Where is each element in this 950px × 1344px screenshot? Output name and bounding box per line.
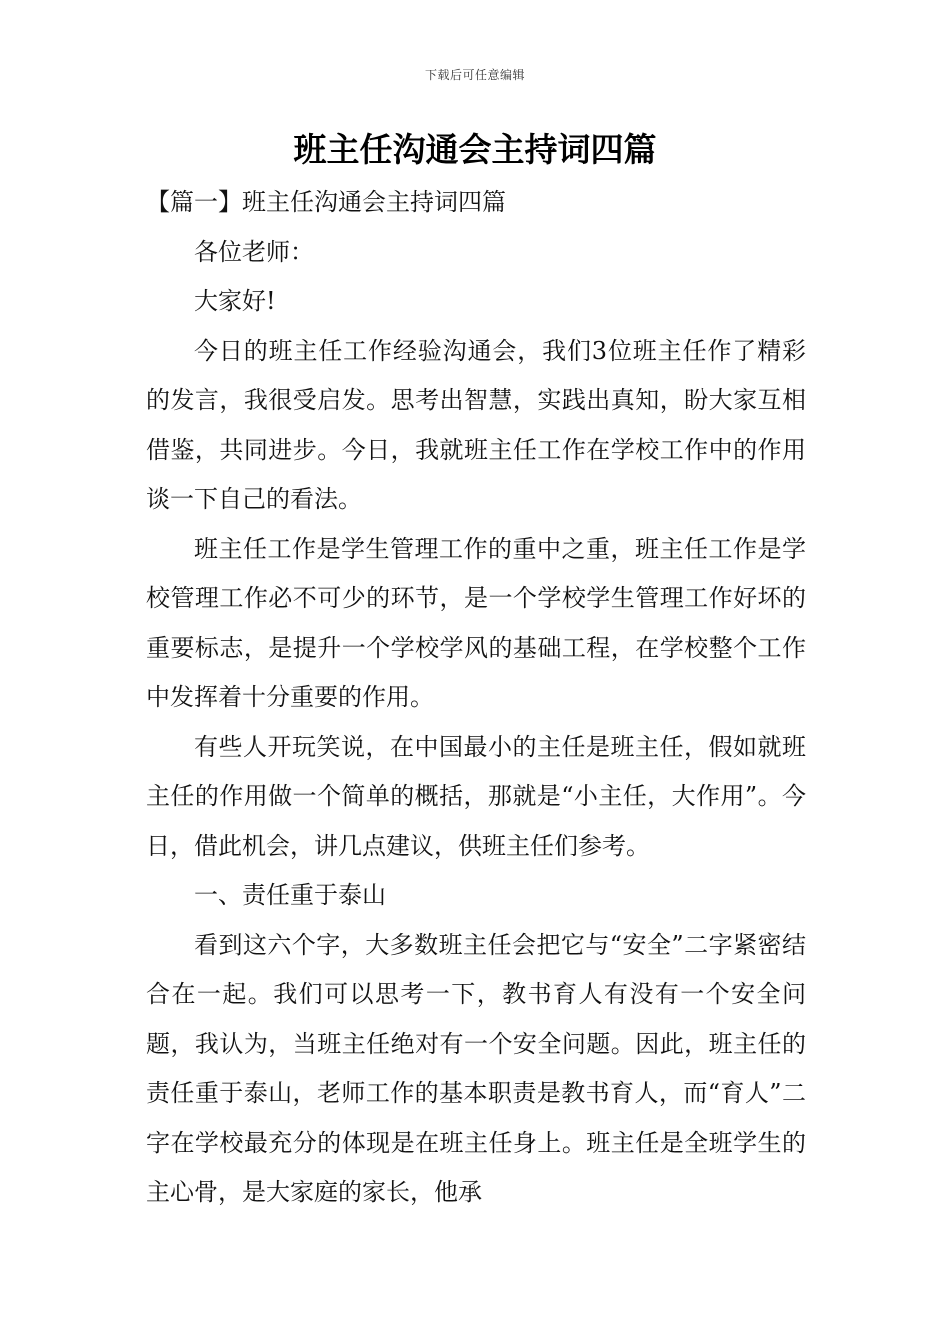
body-paragraph: 有些人开玩笑说，在中国最小的主任是班主任，假如就班主任的作用做一个简单的概括，那就是“小主任，大作用”。今日，借此机会，讲几点建议，供班主任们参考。 [146,732,806,860]
section-heading: 【篇一】班主任沟通会主持词四篇 [146,188,506,216]
body-paragraph: 看到这六个字，大多数班主任会把它与“安全”二字紧密结合在一起。我们可以思考一下，教书育人有没有一个安全问题，我认为，当班主任绝对有一个安全问题。因此，班主任的责任重于泰山，老师工作的基本职责是教书育人，而“育人”二字在学校最充分的体现是在班主任身上。班主任是全班学生的主心骨，是大家庭的家长，他承 [146,930,806,1206]
salutation-paragraph: 大家好! [194,287,276,315]
body-paragraph: 班主任工作是学生管理工作的重中之重，班主任工作是学校管理工作必不可少的环节，是一个学校学生管理工作好坏的重要标志，是提升一个学校学风的基础工程，在学校整个工作中发挥着十分重要的作用。 [146,534,806,711]
header-note: 下载后可任意编辑 [424,68,525,82]
body-paragraph: 今日的班主任工作经验沟通会，我们3位班主任作了精彩的发言，我很受启发。思考出智慧，实践出真知，盼大家互相借鉴，共同进步。今日，我就班主任工作在学校工作中的作用谈一下自己的看法。 [146,336,806,513]
document-title: 班主任沟通会主持词四篇 [293,130,657,169]
greeting-paragraph: 各位老师： [194,237,314,266]
subsection-heading: 一、责任重于泰山 [194,881,386,909]
document-body [146,178,806,1218]
